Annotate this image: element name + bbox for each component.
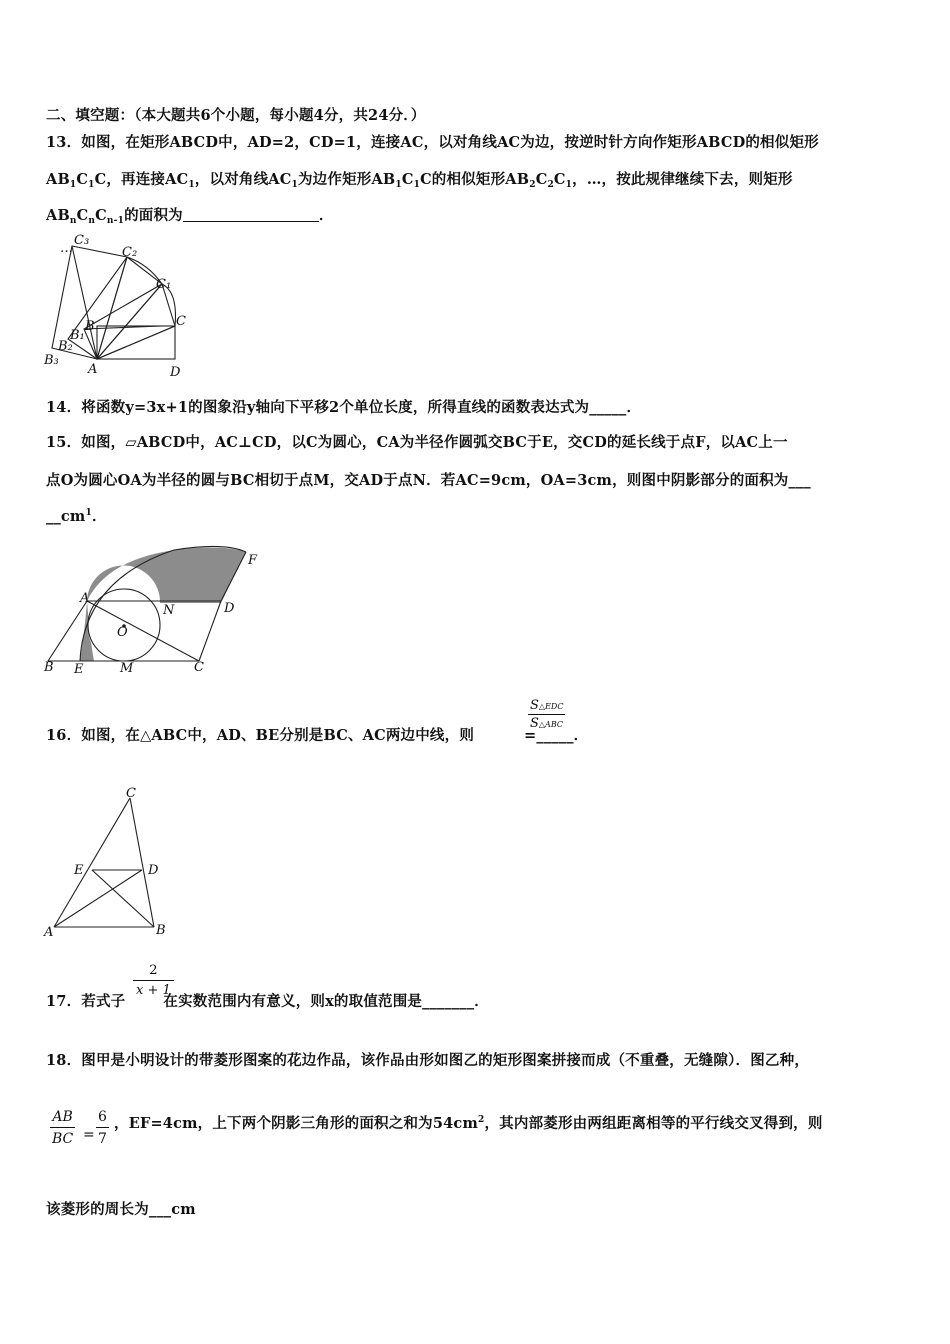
q18-equals: = <box>83 1127 95 1143</box>
label-d: D <box>170 365 181 380</box>
q18-fraction-6-7: 6 7 <box>98 1109 107 1147</box>
q16-line: 16．如图，在△ABC中，AD、BE分别是BC、AC两边中线，则 =_____． <box>46 727 589 744</box>
label-b: B <box>85 319 95 334</box>
label-b: B <box>44 660 54 675</box>
label-a: A <box>88 362 98 377</box>
section-heading: 二、填空题：（本大题共6个小题，每小题4分，共24分．） <box>46 107 426 124</box>
label-c3: C₃ <box>74 233 90 248</box>
label-f: F <box>248 553 258 568</box>
q18-line1: 18．图甲是小明设计的带菱形图案的花边作品，该作品由形如图乙的矩形图案拼接而成（不重叠，无缝隙）．图乙种， <box>46 1052 810 1069</box>
q13-line2: $AB_1C_1C$，再连接$AC_1$，以对角线$AC_1$为边作矩形$AB_1C_1C$的相似矩形$AB_2C_2C_1$，…，按此规律继续下去，则矩形 <box>46 171 793 190</box>
label-b1: B₁ <box>70 328 85 343</box>
label-e: E <box>74 662 84 677</box>
label-m: M <box>120 661 134 676</box>
answer-blank <box>183 207 319 222</box>
q13-line3: $AB_nC_nC_{n-1}$的面积为 ． <box>46 207 334 226</box>
label-o: O <box>117 625 128 640</box>
label-dots: … <box>60 241 73 256</box>
q15-line2: 点O为圆心OA为半径的圆与BC相切于点M，交AD于点N．若AC=9cm，OA=3cm，则图中阴影部分的面积为___ <box>46 472 811 489</box>
label-b3: B₃ <box>44 353 59 368</box>
label-a: A <box>44 925 54 940</box>
label-d: D <box>224 601 235 616</box>
q14-line: 14．将函数y=3x+1的图象沿y轴向下平移2个单位长度，所得直线的函数表达式为_____． <box>46 399 642 416</box>
q13-line1: 13．如图，在矩形ABCD中，AD=2，CD=1，连接AC，以对角线AC为边，按逆时针方向作矩形ABCD的相似矩形 <box>46 134 819 151</box>
label-b2: B₂ <box>58 339 73 354</box>
q15-figure <box>44 540 264 680</box>
q13-figure <box>40 232 200 382</box>
q18-fraction-ab-bc: AB BC <box>52 1109 74 1147</box>
q16-fraction: S△EDC S△ABC <box>530 698 564 731</box>
label-c2: C₂ <box>122 245 138 260</box>
label-c: C <box>194 660 204 675</box>
label-c1: C₁ <box>156 277 172 292</box>
label-d: D <box>148 863 159 878</box>
q18-line3: 该菱形的周长为___cm <box>46 1201 196 1218</box>
q17-line: 17．若式子 在实数范围内有意义，则x的取值范围是_______． <box>46 993 489 1010</box>
label-b: B <box>156 923 166 938</box>
label-c: C <box>126 786 136 801</box>
q15-line3: $\_\_cm^1$． <box>46 508 107 525</box>
q15-line1: 15．如图，▱ABCD中，AC⊥CD，以C为圆心，CA为半径作圆弧交BC于E，交CD的延长线于点F，以AC上一 <box>46 434 788 451</box>
q18-line2: ，EF=4cm，上下两个阴影三角形的面积之和为$54cm^2$，其内部菱形由两组距离相等的平行线交叉得到，则 <box>114 1115 823 1132</box>
label-n: N <box>163 603 175 618</box>
label-e: E <box>74 863 84 878</box>
label-a: A <box>80 591 90 606</box>
q16-figure <box>44 784 184 944</box>
q17-fraction: 2 x + 1 <box>133 963 174 998</box>
label-c: C <box>176 314 186 329</box>
